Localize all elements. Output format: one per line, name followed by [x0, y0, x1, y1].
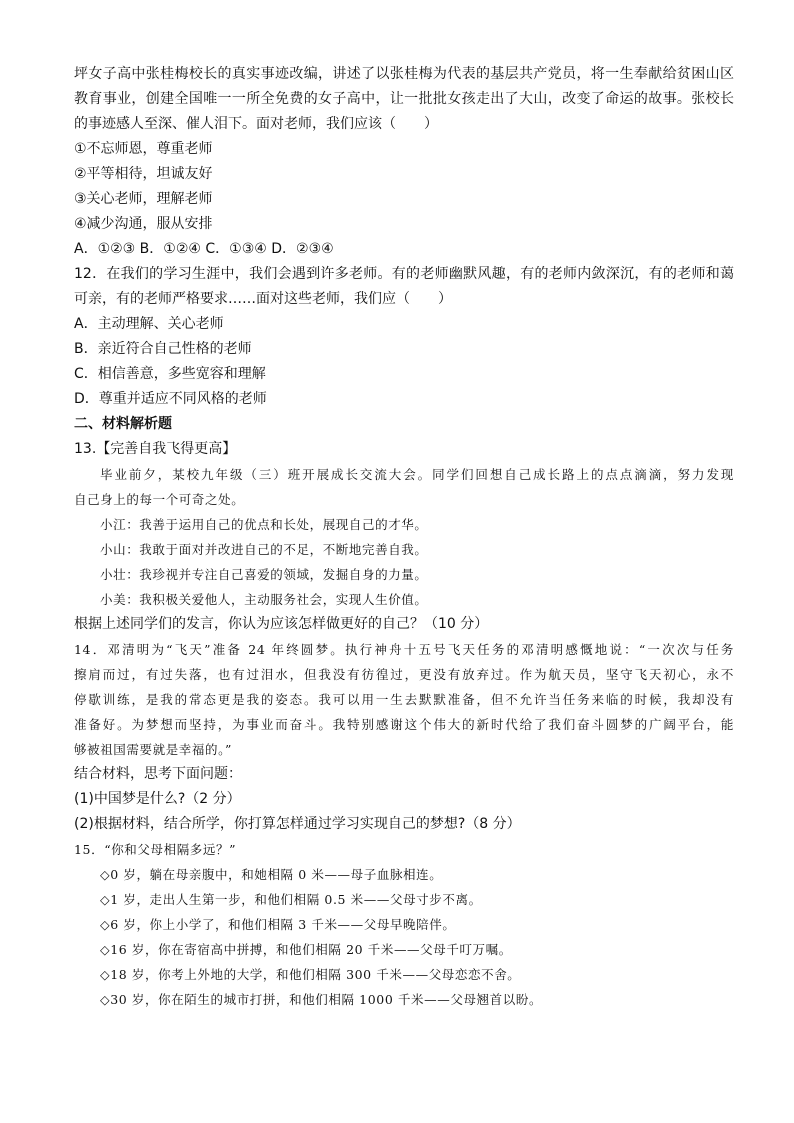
q11-text-line-1: 坪女子高中张桂梅校长的真实事迹改编，讲述了以张桂梅为代表的基层共产党员，将一生奉献给贫困山区: [74, 66, 734, 82]
q12-option-b: B．亲近符合自己性格的老师: [74, 341, 252, 357]
section-2-title: 二、材料解析题: [74, 416, 172, 432]
q15-item-age-16: ◇16 岁，你在寄宿高中拼搏，和他们相隔 20 千米——父母千叮万嘱。: [100, 942, 512, 957]
q15-title: 15．“你和父母相隔多远？”: [74, 842, 237, 857]
q14-prompt: 结合材料，思考下面问题：: [74, 766, 242, 782]
q12-option-c: C．相信善意，多些宽容和理解: [74, 366, 266, 382]
q14-material-line-2: 擦肩而过，有过失落，也有过泪水，但我没有彷徨过，更没有放弃过。作为航天员，坚守飞天初心，永不: [74, 667, 734, 682]
q15-item-age-30: ◇30 岁，你在陌生的城市打拼，和他们相隔 1000 千米——父母翘首以盼。: [100, 992, 543, 1007]
q13-speaker-xiaomei: 小美：我积极关爱他人，主动服务社会，实现人生价值。: [100, 592, 428, 607]
q15-item-age-0: ◇0 岁，躺在母亲腹中，和她相隔 0 米——母子血脉相连。: [100, 867, 443, 882]
q11-text-line-2: 教育事业，创建全国唯一一所全免费的女子高中，让一批批女孩走出了大山，改变了命运的故事。张校长: [74, 91, 734, 107]
q11-statement-2: ②平等相待，坦诚友好: [74, 166, 213, 182]
q14-material-line-5: 够被祖国需要就是幸福的。”: [74, 742, 232, 757]
q13-speaker-xiaozhuang: 小壮：我珍视并专注自己喜爱的领域，发掘自身的力量。: [100, 567, 428, 582]
q13-speaker-xiaojiang: 小江：我善于运用自己的优点和长处，展现自己的才华。: [100, 517, 428, 532]
q15-item-age-1: ◇1 岁，走出人生第一步，和他们相隔 0.5 米——父母寸步不离。: [100, 892, 482, 907]
q12-option-a: A．主动理解、关心老师: [74, 316, 224, 332]
q11-statement-1: ①不忘师恩，尊重老师: [74, 141, 213, 157]
q11-statement-4: ④减少沟通，服从安排: [74, 216, 213, 232]
q15-item-age-18: ◇18 岁，你考上外地的大学，和他们相隔 300 千米——父母恋恋不舍。: [100, 967, 521, 982]
q12-text-line-1: 12．在我们的学习生涯中，我们会遇到许多老师。有的老师幽默风趣，有的老师内敛深沉，有的老师和蔼: [74, 266, 734, 282]
q13-question: 根据上述同学们的发言，你认为应该怎样做更好的自己？（10 分）: [74, 616, 489, 632]
q14-sub-question-1: (1)中国梦是什么?（2 分）: [74, 791, 241, 807]
q14-material-line-4: 准备好。为梦想而坚持，为事业而奋斗。我特别感谢这个伟大的新时代给了我们奋斗圆梦的广阔平台，能: [74, 717, 734, 732]
q14-material-line-1: 14．邓清明为“飞天”准备 24 年终圆梦。执行神舟十五号飞天任务的邓清明感慨地说：“一次次与任务: [74, 642, 734, 657]
q13-material-line-2: 自己身上的每一个可奇之处。: [74, 492, 245, 507]
q13-title: 13.【完善自我飞得更高】: [74, 441, 237, 457]
q12-text-line-2: 可亲，有的老师严格要求……面对这些老师，我们应（ ）: [74, 291, 452, 307]
q13-speaker-xiaoshan: 小山：我敢于面对并改进自己的不足，不断地完善自我。: [100, 542, 428, 557]
q11-options: A．①②③ B．①②④ C．①③④ D．②③④: [74, 241, 334, 257]
q13-material-line-1: 毕业前夕，某校九年级（三）班开展成长交流大会。同学们回想自己成长路上的点点滴滴，努力发现: [100, 467, 734, 482]
q11-text-line-3: 的事迹感人至深、催人泪下。面对老师，我们应该（ ）: [74, 116, 438, 132]
q11-statement-3: ③关心老师，理解老师: [74, 191, 213, 207]
q14-sub-question-2: (2)根据材料，结合所学，你打算怎样通过学习实现自己的梦想?（8 分）: [74, 816, 521, 832]
q14-material-line-3: 停歇训练，是我的常态更是我的姿态。我可以用一生去默默准备，但不允许当任务来临的时候，我却没有: [74, 692, 734, 707]
q15-item-age-6: ◇6 岁，你上小学了，和他们相隔 3 千米——父母早晚陪伴。: [100, 917, 456, 932]
q12-option-d: D．尊重并适应不同风格的老师: [74, 391, 267, 407]
